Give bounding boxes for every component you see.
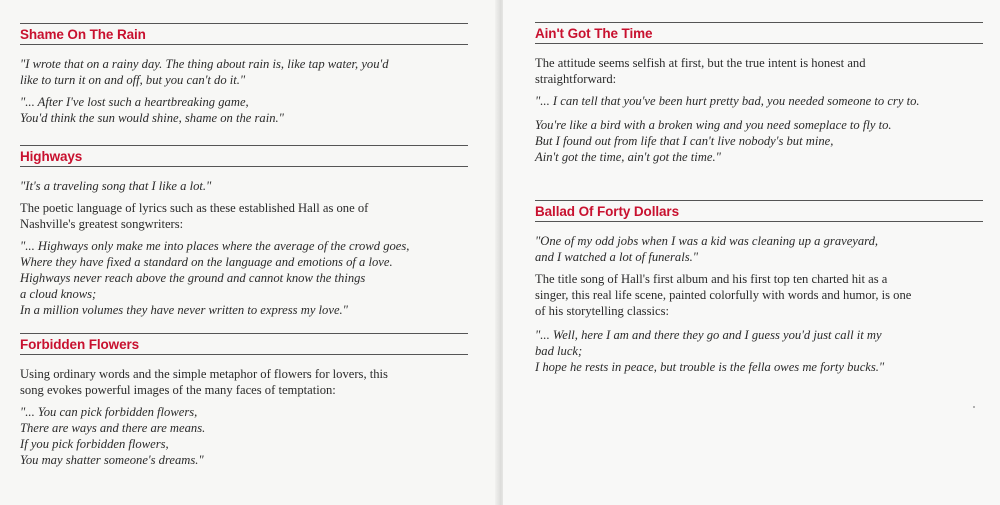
quote-line: "I wrote that on a rainy day. The thing about rain is, like tap water, you'd (20, 57, 389, 71)
lyric-line: But I found out from life that I can't live nobody's but mine, (535, 134, 834, 148)
section-highways (20, 145, 468, 318)
paragraph-line: song evokes powerful images of the many faces of temptation: (20, 383, 336, 397)
section-heading: Ain't Got The Time (535, 23, 983, 44)
paper-speck (973, 406, 975, 408)
paragraph-line: The title song of Hall's first album and his first top ten charted hit as a (535, 272, 888, 286)
left-page (0, 0, 497, 505)
lyric-line: If you pick forbidden flowers, (20, 437, 169, 451)
paragraph-line: singer, this real life scene, painted colorfully with words and humor, is one (535, 288, 912, 302)
section-ballad-of-forty-dollars (535, 200, 983, 375)
section-heading: Ballad Of Forty Dollars (535, 201, 983, 222)
paragraph-line: Using ordinary words and the simple metaphor of flowers for lovers, this (20, 367, 388, 381)
section-shame-on-the-rain (20, 23, 468, 126)
lyric-line: I hope he rests in peace, but trouble is the fella owes me forty bucks." (535, 360, 885, 374)
paragraph-line: straightforward: (535, 72, 617, 86)
lyric-line: "... After I've lost such a heartbreaking game, (20, 95, 249, 109)
lyric-line: You may shatter someone's dreams." (20, 453, 204, 467)
lyric-line: In a million volumes they have never written to express my love." (20, 303, 348, 317)
lyric-line: Where they have fixed a standard on the language and emotions of a love. (20, 255, 393, 269)
lyric-line: There are ways and there are means. (20, 421, 206, 435)
paragraph-line: of his storytelling classics: (535, 304, 669, 318)
section-heading: Shame On The Rain (20, 24, 468, 45)
lyric-line: Ain't got the time, ain't got the time." (535, 150, 721, 164)
section-aint-got-the-time (535, 22, 983, 165)
paragraph-line: The attitude seems selfish at first, but the true intent is honest and (535, 56, 866, 70)
lyric-line: Highways never reach above the ground and cannot know the things (20, 271, 366, 285)
quote-line: like to turn it on and off, but you can't do it." (20, 73, 246, 87)
section-heading: Forbidden Flowers (20, 334, 468, 355)
lyric-line: "... You can pick forbidden flowers, (20, 405, 198, 419)
lyric-line: "... Highways only make me into places where the average of the crowd goes, (20, 239, 410, 253)
section-forbidden-flowers (20, 333, 468, 468)
lyric-line: "... I can tell that you've been hurt pretty bad, you needed someone to cry to. (535, 94, 920, 108)
quote-line: and I watched a lot of funerals." (535, 250, 699, 264)
section-heading: Highways (20, 146, 468, 167)
quote-line: "One of my odd jobs when I was a kid was cleaning up a graveyard, (535, 234, 879, 248)
lyric-line: You'd think the sun would shine, shame on the rain." (20, 111, 284, 125)
right-page (503, 0, 1000, 505)
paragraph-line: The poetic language of lyrics such as these established Hall as one of (20, 201, 369, 215)
paragraph-line: Nashville's greatest songwriters: (20, 217, 184, 231)
lyric-line: a cloud knows; (20, 287, 97, 301)
lyric-line: bad luck; (535, 344, 583, 358)
quote-line: "It's a traveling song that I like a lot." (20, 179, 212, 193)
lyric-line: "... Well, here I am and there they go and I guess you'd just call it my (535, 328, 882, 342)
lyric-line: You're like a bird with a broken wing and you need someplace to fly to. (535, 118, 892, 132)
